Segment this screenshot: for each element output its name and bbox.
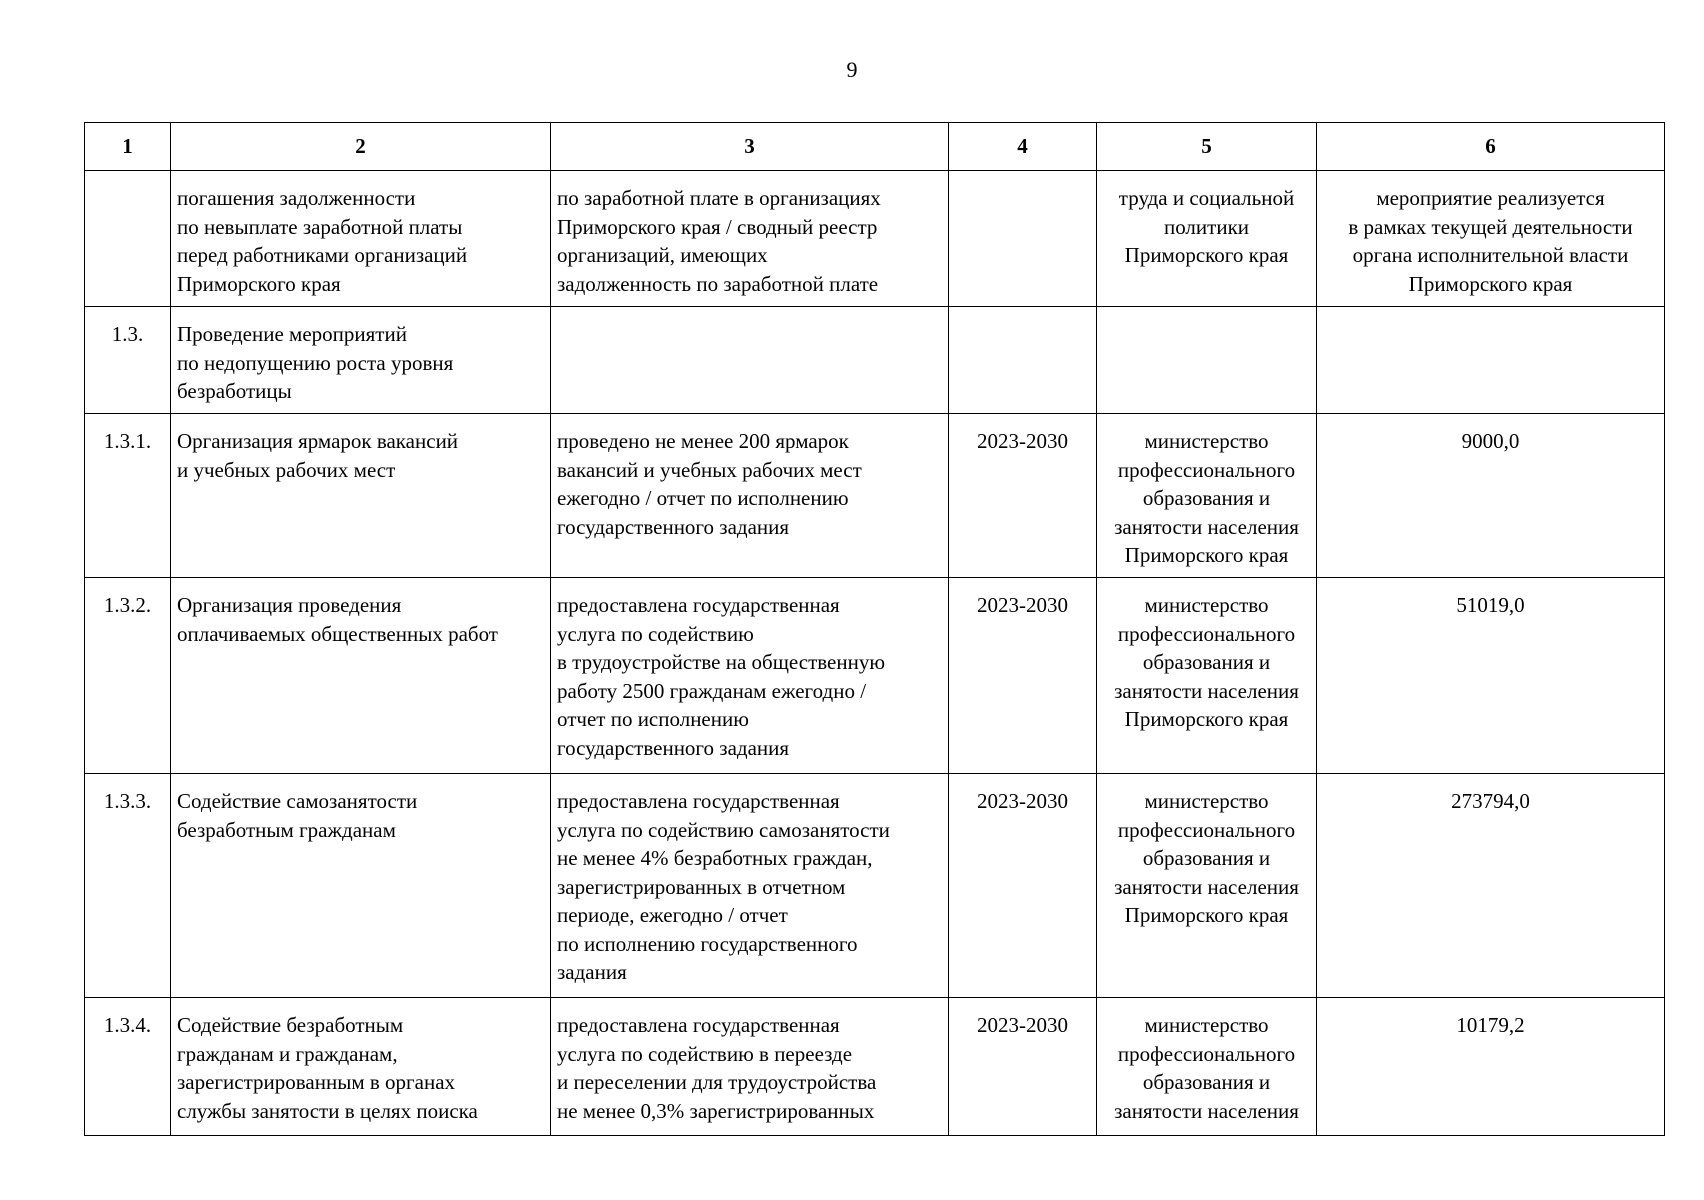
responsible-executor — [1097, 307, 1317, 414]
expected-result: по заработной плате в организациях Приморского края / сводный реестр организаций, имеющих задолженность по заработной плате — [551, 171, 949, 307]
table-row — [85, 414, 1665, 578]
funding-amount: 273794,0 — [1317, 774, 1665, 998]
implementation-period: 2023-2030 — [949, 774, 1097, 998]
column-header-5: 5 — [1097, 123, 1317, 171]
column-header-4: 4 — [949, 123, 1097, 171]
funding-amount: 51019,0 — [1317, 578, 1665, 774]
column-header-6: 6 — [1317, 123, 1665, 171]
responsible-executor: министерство профессионального образования и занятости населения Приморского края — [1097, 414, 1317, 578]
table-row — [85, 774, 1665, 998]
table-row — [85, 307, 1665, 414]
expected-result: предоставлена государственная услуга по содействию в переезде и переселении для трудоустройства не менее 0,3% зарегистрированных — [551, 998, 949, 1136]
expected-result — [551, 307, 949, 414]
activity-name: Проведение мероприятий по недопущению роста уровня безработицы — [171, 307, 551, 414]
row-number: 1.3.3. — [85, 774, 171, 998]
activity-name: Организация проведения оплачиваемых общественных работ — [171, 578, 551, 774]
table-header-row — [85, 123, 1665, 171]
column-header-1: 1 — [85, 123, 171, 171]
activity-name: Содействие самозанятости безработным гражданам — [171, 774, 551, 998]
expected-result: предоставлена государственная услуга по содействию в трудоустройстве на общественную работу 2500 гражданам ежегодно / отчет по исполнению государственного задания — [551, 578, 949, 774]
activity-name: Содействие безработным гражданам и гражданам, зарегистрированным в органах службы занятости в целях поиска — [171, 998, 551, 1136]
row-number — [85, 171, 171, 307]
responsible-executor: министерство профессионального образования и занятости населения Приморского края — [1097, 578, 1317, 774]
expected-result: предоставлена государственная услуга по содействию самозанятости не менее 4% безработных граждан, зарегистрированных в отчетном периоде, ежегодно / отчет по исполнению государственного задания — [551, 774, 949, 998]
implementation-period: 2023-2030 — [949, 578, 1097, 774]
table-row — [85, 578, 1665, 774]
expected-result: проведено не менее 200 ярмарок вакансий и учебных рабочих мест ежегодно / отчет по исполнению государственного задания — [551, 414, 949, 578]
table-row — [85, 171, 1665, 307]
implementation-period — [949, 171, 1097, 307]
column-header-2: 2 — [171, 123, 551, 171]
program-table — [84, 122, 1665, 1136]
funding-amount — [1317, 307, 1665, 414]
funding-amount: мероприятие реализуется в рамках текущей деятельности органа исполнительной власти Приморского края — [1317, 171, 1665, 307]
row-number: 1.3.4. — [85, 998, 171, 1136]
funding-amount: 9000,0 — [1317, 414, 1665, 578]
activity-name: Организация ярмарок вакансий и учебных рабочих мест — [171, 414, 551, 578]
row-number: 1.3.1. — [85, 414, 171, 578]
funding-amount: 10179,2 — [1317, 998, 1665, 1136]
column-header-3: 3 — [551, 123, 949, 171]
row-number: 1.3. — [85, 307, 171, 414]
implementation-period: 2023-2030 — [949, 414, 1097, 578]
responsible-executor: труда и социальной политики Приморского края — [1097, 171, 1317, 307]
implementation-period — [949, 307, 1097, 414]
responsible-executor: министерство профессионального образования и занятости населения Приморского края — [1097, 774, 1317, 998]
row-number: 1.3.2. — [85, 578, 171, 774]
activity-name: погашения задолженности по невыплате заработной платы перед работниками организаций Приморского края — [171, 171, 551, 307]
page-number: 9 — [846, 57, 858, 82]
implementation-period: 2023-2030 — [949, 998, 1097, 1136]
responsible-executor: министерство профессионального образования и занятости населения — [1097, 998, 1317, 1136]
table-row — [85, 998, 1665, 1136]
